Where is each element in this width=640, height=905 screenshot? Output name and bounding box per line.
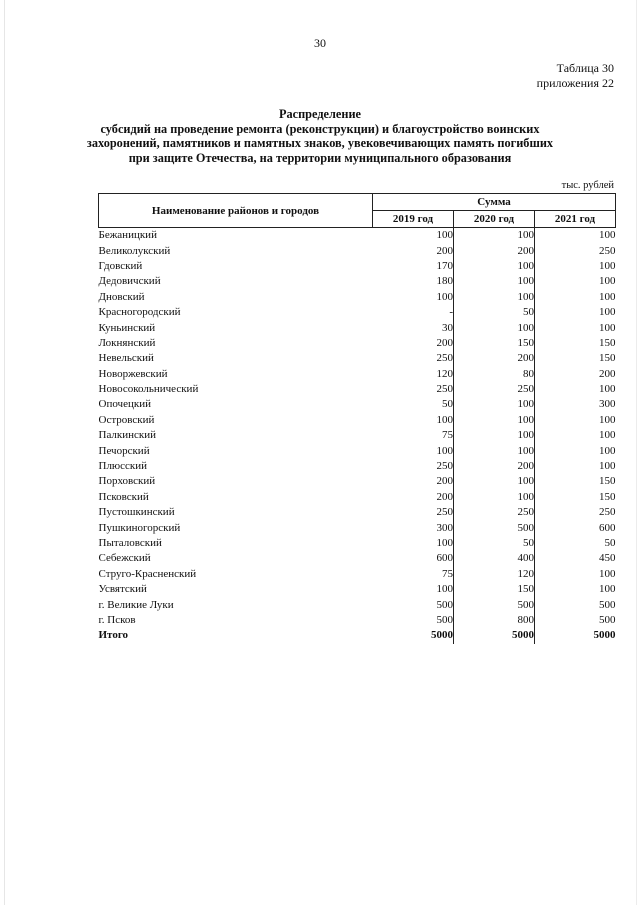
value-2020: 100 <box>454 397 535 412</box>
value-2019: 100 <box>436 229 453 242</box>
value-2020: 100 <box>454 259 535 274</box>
row-name: Усвятский <box>98 583 147 596</box>
title-line4: при защите Отечества, на территории муниципального образования <box>128 150 512 165</box>
value-2021: 150 <box>535 351 616 366</box>
value-2019: 200 <box>436 244 453 257</box>
row-name: Пустошкинский <box>98 506 175 519</box>
title-line3: захоронений, памятников и памятных знаков, увековечивающих память погибших <box>86 136 554 151</box>
table-row <box>99 413 616 428</box>
value-2019: 100 <box>436 444 453 457</box>
value-2021: 150 <box>535 336 616 351</box>
value-2020: 100 <box>454 428 535 443</box>
table-reference <box>537 61 614 91</box>
row-name: Дедовичский <box>98 275 161 288</box>
value-2021: 100 <box>535 567 616 582</box>
value-2019: 75 <box>442 567 453 580</box>
value-2020: 250 <box>454 505 535 520</box>
value-2020: 120 <box>454 567 535 582</box>
row-name: Опочецкий <box>98 398 151 411</box>
value-2021: 300 <box>535 397 616 412</box>
header-year-2021: 2021 год <box>535 211 616 228</box>
value-2019: 120 <box>436 367 453 380</box>
value-2019: 100 <box>436 583 453 596</box>
value-2020: 100 <box>454 274 535 289</box>
row-name: Печорский <box>98 444 150 457</box>
row-name: Островский <box>98 413 155 426</box>
value-2020: 500 <box>454 597 535 612</box>
table-row <box>99 490 616 505</box>
value-2019: 500 <box>436 613 453 626</box>
value-2020: 50 <box>454 305 535 320</box>
value-2021: 150 <box>535 474 616 489</box>
value-2021: 450 <box>535 551 616 566</box>
value-2020: 100 <box>454 320 535 335</box>
value-2020: 200 <box>454 459 535 474</box>
value-2020: 400 <box>454 551 535 566</box>
value-2019: 50 <box>442 398 453 411</box>
value-2019: 5000 <box>431 629 453 642</box>
value-2020: 100 <box>454 443 535 458</box>
value-2021: 50 <box>535 536 616 551</box>
value-2021: 200 <box>535 367 616 382</box>
table-row <box>99 382 616 397</box>
value-2021: 100 <box>535 459 616 474</box>
header-sum: Сумма <box>373 194 616 211</box>
value-2019: 100 <box>436 413 453 426</box>
value-2020: 150 <box>454 336 535 351</box>
table-row <box>99 567 616 582</box>
value-2020: 5000 <box>454 628 535 643</box>
row-name: Бежаницкий <box>98 229 157 242</box>
table-row <box>99 551 616 566</box>
table-row <box>99 459 616 474</box>
total-row <box>99 628 616 643</box>
title-line1: Распределение <box>278 107 361 121</box>
value-2020: 100 <box>454 490 535 505</box>
row-name: Гдовский <box>98 259 143 272</box>
table-row <box>99 351 616 366</box>
value-2019: 300 <box>436 521 453 534</box>
value-2020: 200 <box>454 351 535 366</box>
row-name: Струго-Красненский <box>98 567 197 580</box>
value-2020: 50 <box>454 536 535 551</box>
row-name: Великолукский <box>98 244 171 257</box>
value-2020: 100 <box>454 474 535 489</box>
value-2019: 500 <box>436 598 453 611</box>
table-row <box>99 474 616 489</box>
value-2019: 180 <box>436 275 453 288</box>
value-2020: 800 <box>454 613 535 628</box>
value-2021: 100 <box>535 320 616 335</box>
row-name: Новосокольнический <box>98 383 199 396</box>
value-2021: 100 <box>535 228 616 244</box>
header-name: Наименование районов и городов <box>99 194 373 228</box>
value-2021: 150 <box>535 490 616 505</box>
value-2020: 100 <box>454 413 535 428</box>
value-2019: 250 <box>436 460 453 473</box>
value-2021: 100 <box>535 582 616 597</box>
total-label: Итого <box>98 629 129 642</box>
value-2019: 250 <box>436 506 453 519</box>
row-name: г. Псков <box>98 613 136 626</box>
row-name: Порховский <box>98 475 156 488</box>
value-2021: 100 <box>535 382 616 397</box>
table-row <box>99 228 616 244</box>
header-year-2019: 2019 год <box>373 211 454 228</box>
value-2021: 5000 <box>535 628 616 643</box>
value-2021: 600 <box>535 520 616 535</box>
value-2019: 75 <box>442 429 453 442</box>
table-row <box>99 613 616 628</box>
table-body <box>99 228 616 644</box>
page-edge-left <box>4 0 5 905</box>
table-row <box>99 520 616 535</box>
value-2019: 30 <box>442 321 453 334</box>
table-row <box>99 505 616 520</box>
value-2019: 200 <box>436 475 453 488</box>
table-reference-line1: Таблица 30 <box>556 61 614 75</box>
value-2019: 250 <box>436 352 453 365</box>
value-2021: 100 <box>535 428 616 443</box>
subsidy-table <box>98 193 616 644</box>
row-name: Пыталовский <box>98 537 162 549</box>
table-row <box>99 582 616 597</box>
value-2020: 150 <box>454 582 535 597</box>
table-row <box>99 428 616 443</box>
value-2019: - <box>449 306 453 319</box>
table-row <box>99 367 616 382</box>
row-name: Невельский <box>98 352 154 365</box>
row-name: Дновский <box>98 290 145 303</box>
value-2021: 100 <box>535 305 616 320</box>
value-2020: 80 <box>454 367 535 382</box>
value-2019: 100 <box>436 290 453 303</box>
value-2020: 200 <box>454 243 535 258</box>
value-2021: 500 <box>535 597 616 612</box>
value-2020: 100 <box>454 228 535 244</box>
row-name: Себежский <box>98 552 151 565</box>
table-row <box>99 443 616 458</box>
header-year-2020: 2020 год <box>454 211 535 228</box>
units-label: тыс. рублей <box>561 180 614 191</box>
value-2020: 100 <box>454 290 535 305</box>
table-row <box>99 259 616 274</box>
value-2019: 200 <box>436 490 453 503</box>
row-name: Куньинский <box>98 321 156 334</box>
row-name: Красногородский <box>98 306 181 319</box>
page-edge-right <box>636 0 637 905</box>
table-reference-line2: приложения 22 <box>536 76 614 90</box>
value-2019: 250 <box>436 383 453 396</box>
table-row <box>99 243 616 258</box>
row-name: Пушкиногорский <box>98 521 181 534</box>
row-name: Плюсский <box>98 460 148 473</box>
value-2021: 100 <box>535 290 616 305</box>
value-2020: 250 <box>454 382 535 397</box>
table-row <box>99 290 616 305</box>
value-2019: 170 <box>436 259 453 272</box>
row-name: Псковский <box>98 490 149 503</box>
table-row <box>99 320 616 335</box>
page-number: 30 <box>314 36 326 50</box>
row-name: Локнянский <box>98 336 156 349</box>
table-row <box>99 536 616 551</box>
row-name: Новоржевский <box>98 367 168 380</box>
table-row <box>99 336 616 351</box>
value-2021: 250 <box>535 505 616 520</box>
table-row <box>99 597 616 612</box>
value-2021: 100 <box>535 413 616 428</box>
row-name: г. Великие Луки <box>98 598 174 611</box>
table-row <box>99 397 616 412</box>
title-line2: субсидий на проведение ремонта (реконструкции) и благоустройство воинских <box>100 121 540 136</box>
document-title <box>80 107 560 165</box>
table-row <box>99 305 616 320</box>
value-2021: 100 <box>535 274 616 289</box>
value-2019: 600 <box>436 552 453 565</box>
value-2021: 250 <box>535 243 616 258</box>
value-2021: 500 <box>535 613 616 628</box>
table-row <box>99 274 616 289</box>
value-2021: 100 <box>535 443 616 458</box>
value-2019: 200 <box>436 336 453 349</box>
value-2021: 100 <box>535 259 616 274</box>
value-2019: 100 <box>436 537 453 549</box>
value-2020: 500 <box>454 520 535 535</box>
row-name: Палкинский <box>98 429 157 442</box>
